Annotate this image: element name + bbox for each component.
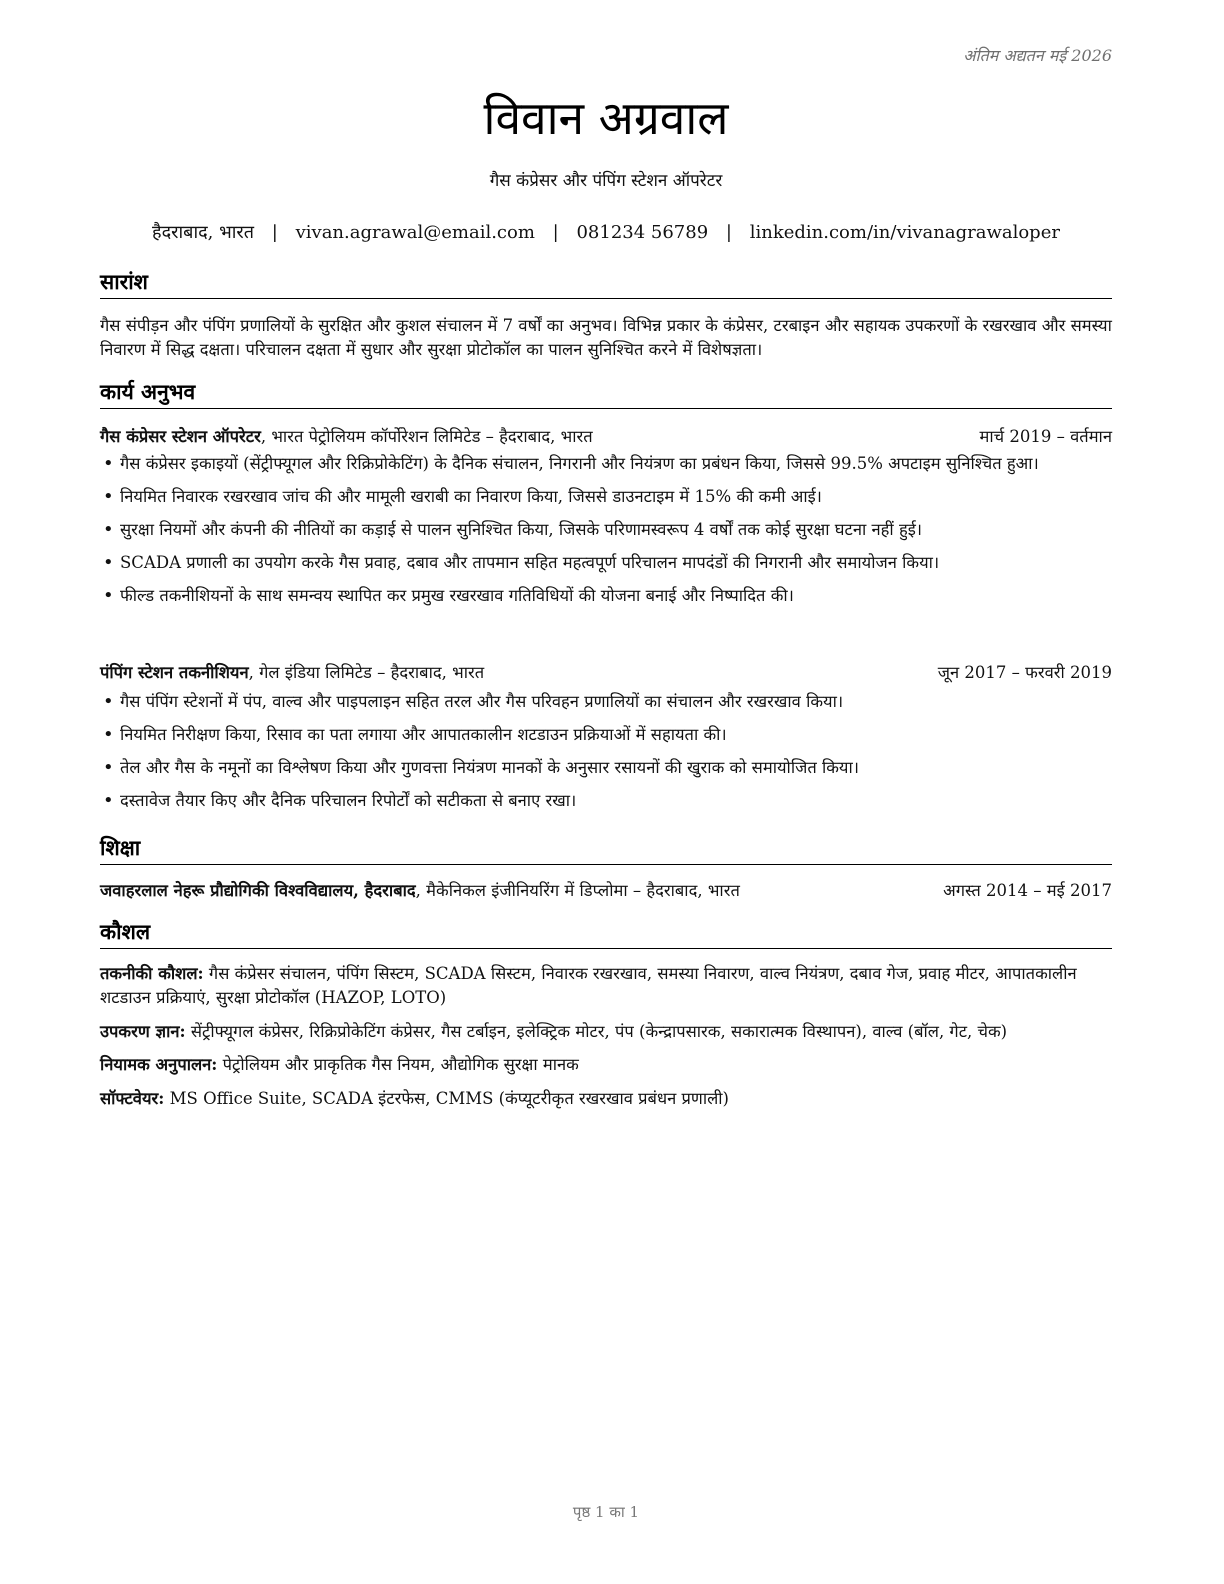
list-item: • गैस कंप्रेसर इकाइयों (सेंट्रीफ्यूगल और रिक्रिप्रोकेटिंग) के दैनिक संचालन, निगरानी और नियंत्रण का प्रबंधन किया, जिससे 99.5% अपटाइम सुनिश्चित हुआ। (100, 452, 1112, 476)
contact-email[interactable]: vivan.agrawal@email.com (295, 222, 535, 243)
list-item: • नियमित निवारक रखरखाव जांच की और मामूली खराबी का निवारण किया, जिससे डाउनटाइम में 15% की कमी आई। (100, 485, 1112, 509)
list-item: • दस्तावेज तैयार किए और दैनिक परिचालन रिपोर्टों को सटीकता से बनाए रखा। (100, 789, 1112, 813)
section-title-skills: कौशल (100, 918, 1112, 949)
job-org: , भारत पेट्रोलियम कॉर्पोरेशन लिमिटेड – हैदराबाद, भारत (260, 427, 593, 446)
skill-label: सॉफ्टवेयर: (100, 1089, 165, 1108)
summary-text: गैस संपीड़न और पंपिंग प्रणालियों के सुरक्षित और कुशल संचालन में 7 वर्षों का अनुभव। विभिन्न प्रकार के कंप्रेसर, टरबाइन और सहायक उपकरणों के रखरखाव और समस्या निवारण में सिद्ध दक्षता। परिचालन दक्षता में सुधार और सुरक्षा प्रोटोकॉल का पालन सुनिश्चित करने में विशेषज्ञता। (100, 316, 1112, 359)
skill-text: MS Office Suite, SCADA इंटरफेस, CMMS (कंप्यूटरीकृत रखरखाव प्रबंधन प्रणाली) (164, 1089, 729, 1108)
skill-text: सेंट्रीफ्यूगल कंप्रेसर, रिक्रिप्रोकेटिंग कंप्रेसर, गैस टर्बाइन, इलेक्ट्रिक मोटर, पंप (केन्द्रापसारक, सकारात्मक विस्थापन), वाल्व (बॉल, गेट, चेक) (185, 1022, 1008, 1041)
list-item: • गैस पंपिंग स्टेशनों में पंप, वाल्व और पाइपलाइन सहित तरल और गैस परिवहन प्रणालियों का संचालन और रखरखाव किया। (100, 690, 1112, 714)
section-title-education: शिक्षा (100, 834, 1112, 865)
skill-label: उपकरण ज्ञान: (100, 1022, 186, 1041)
job-title: गैस कंप्रेसर और पंपिंग स्टेशन ऑपरेटर (489, 171, 723, 191)
skill-row (100, 1020, 1112, 1044)
education-entry (100, 878, 1112, 901)
contact-separator: | (271, 222, 278, 243)
skill-row (100, 962, 1112, 1010)
section-title-experience: कार्य अनुभव (100, 378, 1112, 409)
last-updated: अंतिम अद्यतन मई 2026 (963, 46, 1112, 65)
skill-row (100, 1053, 1112, 1077)
job-role: गैस कंप्रेसर स्टेशन ऑपरेटर (100, 427, 261, 446)
contact-line (100, 220, 1112, 244)
list-item: • फील्ड तकनीशियनों के साथ समन्वय स्थापित कर प्रमुख रखरखाव गतिविधियों की योजना बनाई और निष्पादित की। (100, 584, 1112, 608)
list-item: • तेल और गैस के नमूनों का विश्लेषण किया और गुणवत्ता नियंत्रण मानकों के अनुसार रसायनों की खुराक को समायोजित किया। (100, 756, 1112, 780)
contact-location: हैदराबाद, भारत (152, 222, 255, 243)
list-item: • सुरक्षा नियमों और कंपनी की नीतियों का कड़ाई से पालन सुनिश्चित किया, जिसके परिणामस्वरूप 4 वर्षों तक कोई सुरक्षा घटना नहीं हुई। (100, 518, 1112, 542)
skill-label: नियामक अनुपालन: (100, 1055, 218, 1074)
skill-row (100, 1087, 1112, 1111)
job-date: मार्च 2019 – वर्तमान (979, 427, 1112, 446)
job-bullets (100, 452, 1112, 617)
job-header (100, 660, 1112, 683)
job-date: जून 2017 – फरवरी 2019 (937, 663, 1112, 682)
candidate-name: विवान अग्रवाल (483, 91, 729, 145)
section-title-summary: सारांश (100, 268, 1112, 299)
contact-phone[interactable]: 081234 56789 (576, 222, 709, 243)
skill-label: तकनीकी कौशल: (100, 964, 204, 983)
list-item: • SCADA प्रणाली का उपयोग करके गैस प्रवाह, दबाव और तापमान सहित महत्वपूर्ण परिचालन मापदंडों की निगरानी और समायोजन किया। (100, 551, 1112, 575)
job-role: पंपिंग स्टेशन तकनीशियन (100, 663, 249, 682)
education-date: अगस्त 2014 – मई 2017 (943, 881, 1112, 900)
education-detail: , मैकेनिकल इंजीनियरिंग में डिप्लोमा – हैदराबाद, भारत (415, 881, 740, 900)
job-header (100, 424, 1112, 447)
education-school: जवाहरलाल नेहरू प्रौद्योगिकी विश्वविद्यालय, हैदराबाद (100, 881, 416, 900)
skill-text: गैस कंप्रेसर संचालन, पंपिंग सिस्टम, SCADA सिस्टम, निवारक रखरखाव, समस्या निवारण, वाल्व नियंत्रण, दबाव गेज, प्रवाह मीटर, आपातकालीन शटडाउन प्रक्रियाएं, सुरक्षा प्रोटोकॉल (HAZOP, LOTO) (100, 964, 1077, 1007)
page-number: पृष्ठ 1 का 1 (572, 1503, 640, 1521)
skill-text: पेट्रोलियम और प्राकृतिक गैस नियम, औद्योगिक सुरक्षा मानक (217, 1055, 579, 1074)
list-item: • नियमित निरीक्षण किया, रिसाव का पता लगाया और आपातकालीन शटडाउन प्रक्रियाओं में सहायता की। (100, 723, 1112, 747)
job-bullets (100, 690, 1112, 822)
resume-page (100, 0, 1112, 1584)
contact-linkedin[interactable]: linkedin.com/in/vivanagrawaloper (749, 222, 1060, 243)
contact-separator: | (552, 222, 559, 243)
contact-separator: | (725, 222, 732, 243)
job-org: , गेल इंडिया लिमिटेड – हैदराबाद, भारत (248, 663, 485, 682)
